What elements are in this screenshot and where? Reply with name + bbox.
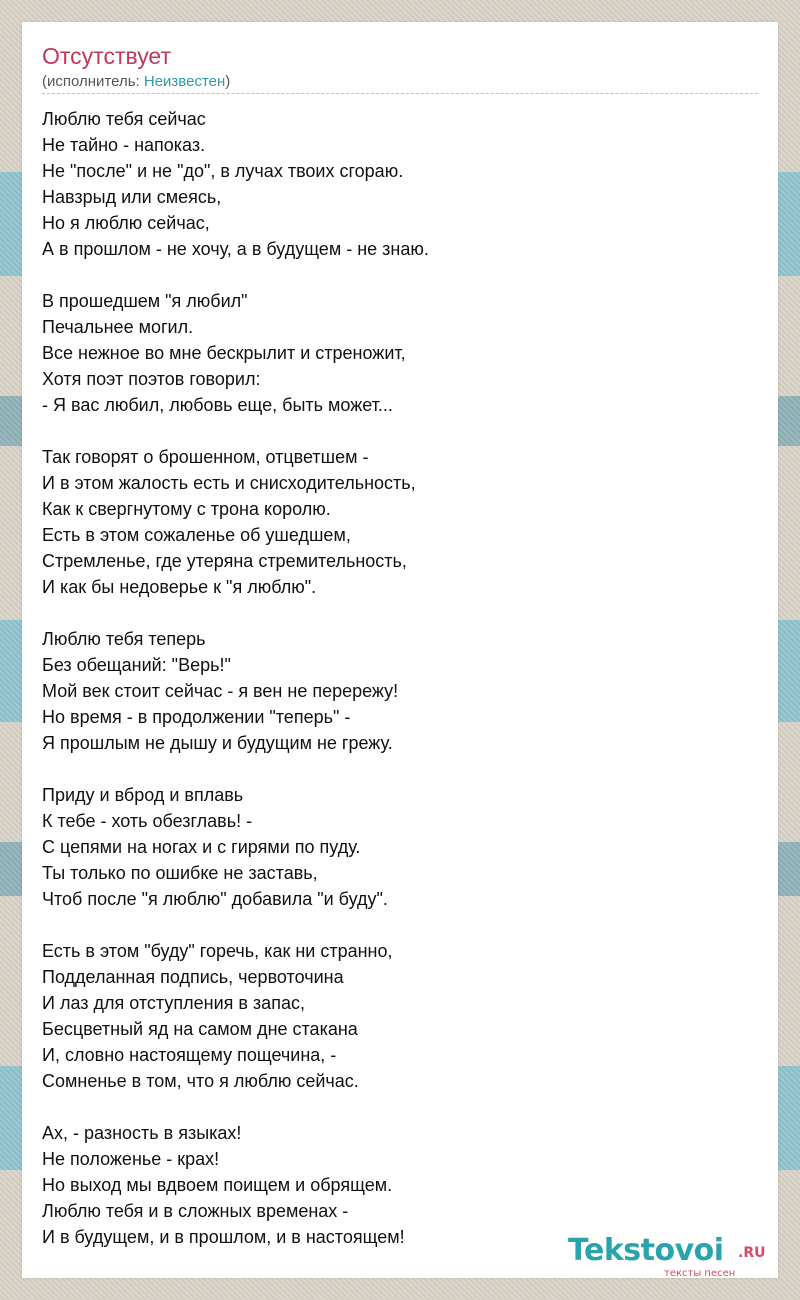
lyric-line: Но я люблю сейчас,	[42, 213, 210, 233]
lyric-line: Не "после" и не "до", в лучах твоих сгораю.	[42, 161, 404, 181]
lyric-line: Хотя поэт поэтов говорил:	[42, 369, 261, 389]
artist-prefix: (исполнитель:	[42, 73, 144, 90]
logo-domain: .RU	[738, 1245, 766, 1261]
artist-line	[42, 73, 230, 90]
lyric-line: Приду и вброд и вплавь	[42, 785, 244, 805]
lyric-line: - Я вас любил, любовь еще, быть может...	[42, 395, 393, 415]
stanza	[42, 288, 758, 418]
stanza	[42, 626, 758, 756]
lyric-line: Мой век стоит сейчас - я вен не перережу!	[42, 681, 399, 701]
lyric-line: Но выход мы вдвоем поищем и обрящем.	[42, 1175, 393, 1195]
lyric-line: И как бы недоверье к "я люблю".	[42, 577, 317, 597]
lyric-line: Не положенье - крах!	[42, 1149, 220, 1169]
lyric-line: Люблю тебя и в сложных временах -	[42, 1201, 349, 1221]
lyric-line: Печальнее могил.	[42, 317, 194, 337]
lyric-line: И лаз для отступления в запас,	[42, 993, 305, 1013]
song-title: Отсутствует	[42, 43, 171, 69]
lyric-line: И в этом жалость есть и снисходительность,	[42, 473, 416, 493]
lyric-line: Стремленье, где утеряна стремительность,	[42, 551, 407, 571]
logo-tagline: тексты песен	[664, 1268, 736, 1279]
artist-suffix: )	[225, 73, 231, 90]
stanza	[42, 1120, 758, 1250]
lyric-line: Как к свергнутому с трона королю.	[42, 499, 331, 519]
lyric-line: К тебе - хоть обезглавь! -	[42, 811, 253, 831]
title-divider	[42, 93, 758, 94]
artist-link[interactable]: Неизвестен	[143, 73, 226, 90]
lyric-line: В прошедшем "я любил"	[42, 291, 248, 311]
lyric-line: И в будущем, и в прошлом, и в настоящем!	[42, 1227, 405, 1247]
lyric-line: Бесцветный яд на самом дне стакана	[42, 1019, 358, 1039]
lyric-line: Без обещаний: "Верь!"	[42, 655, 231, 675]
stanza	[42, 444, 758, 600]
lyric-line: Ты только по ошибке не заставь,	[42, 863, 318, 883]
logo-wordmark: Tekstovoi	[568, 1233, 724, 1268]
lyric-line: Ах, - разность в языках!	[42, 1123, 242, 1143]
lyric-line: Люблю тебя сейчас	[42, 109, 206, 129]
lyric-line: Навзрыд или смеясь,	[42, 187, 222, 207]
stanza	[42, 938, 758, 1094]
lyric-line: Я прошлым не дышу и будущим не грежу.	[42, 733, 393, 753]
lyrics-card	[22, 22, 778, 1278]
lyric-line: И, словно настоящему пощечина, -	[42, 1045, 337, 1065]
lyric-line: Так говорят о брошенном, отцветшем -	[42, 447, 369, 467]
lyric-line: Есть в этом "буду" горечь, как ни странно,	[42, 941, 393, 961]
lyric-line: Чтоб после "я люблю" добавила "и буду".	[42, 889, 388, 909]
lyric-line: Но время - в продолжении "теперь" -	[42, 707, 351, 727]
stanza	[42, 106, 758, 262]
lyric-line: С цепями на ногах и с гирями по пуду.	[42, 837, 361, 857]
lyrics-body	[42, 106, 758, 1276]
lyric-line: Люблю тебя теперь	[42, 629, 206, 649]
lyric-line: Есть в этом сожаленье об ушедшем,	[42, 525, 351, 545]
lyric-line: Не тайно - напоказ.	[42, 135, 206, 155]
lyric-line: А в прошлом - не хочу, а в будущем - не знаю.	[42, 239, 429, 259]
lyric-line: Подделанная подпись, червоточина	[42, 967, 344, 987]
stanza	[42, 782, 758, 912]
lyric-line: Все нежное во мне бескрылит и стреножит,	[42, 343, 406, 363]
lyric-line: Сомненье в том, что я люблю сейчас.	[42, 1071, 359, 1091]
site-logo[interactable]	[568, 1233, 778, 1283]
